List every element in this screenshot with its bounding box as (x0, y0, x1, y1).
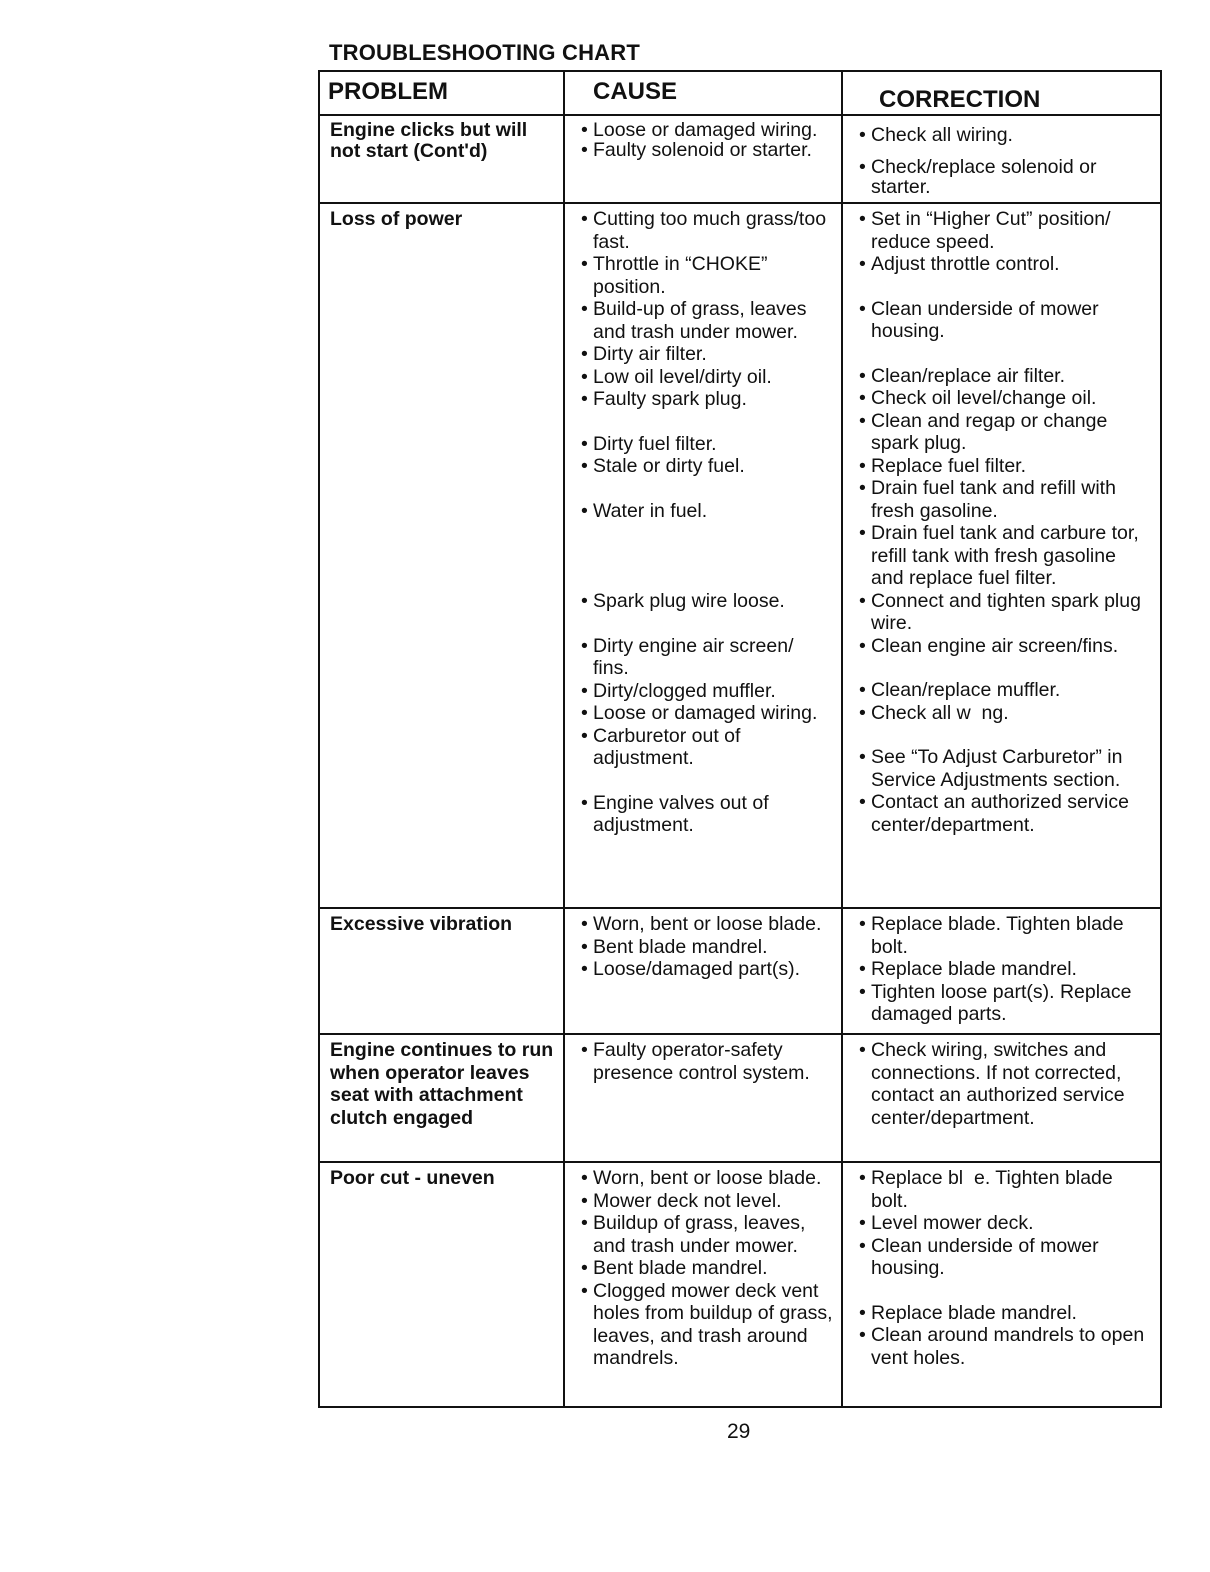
cause-item: • Dirty fuel filter. (575, 433, 833, 456)
correction-item: • Check/replace solenoid or starter. (853, 157, 1152, 197)
correction-item: • Check all w ng. (853, 702, 1152, 725)
correction-item: • Replace bl e. Tighten blade bolt. (853, 1167, 1152, 1212)
chart-title: TROUBLESHOOTING CHART (329, 40, 640, 65)
cause-item: • Clogged mower deck vent holes from buildup of grass, leaves, and trash around mandrels. (575, 1280, 833, 1370)
table-row (320, 116, 1160, 204)
correction-item: • Connect and tighten spark plug wire. (853, 590, 1152, 635)
table-header (320, 72, 1160, 116)
cause-item: • Stale or dirty fuel. (575, 455, 833, 478)
cause-item: • Water in fuel. (575, 500, 833, 523)
correction-item: • Contact an authorized service center/department. (853, 791, 1152, 836)
correction-item: • Drain fuel tank and carbure tor, refill tank with fresh gasoline and replace fuel filter. (853, 522, 1152, 590)
correction-item: • Tighten loose part(s). Replace damaged parts. (853, 981, 1152, 1026)
correction-cell (843, 204, 1160, 907)
correction-item: • Level mower deck. (853, 1212, 1152, 1235)
header-correction: CORRECTION (879, 86, 1041, 113)
correction-item: • Clean around mandrels to open vent holes. (853, 1324, 1152, 1369)
cause-item: • Engine valves out of adjustment. (575, 792, 833, 837)
cause-cell (565, 116, 843, 202)
cause-item: • Faulty spark plug. (575, 388, 833, 411)
cause-cell (565, 1035, 843, 1161)
cause-item: • Throttle in “CHOKE” position. (575, 253, 833, 298)
cause-item: • Mower deck not level. (575, 1190, 833, 1213)
cause-item: • Low oil level/dirty oil. (575, 366, 833, 389)
problem-cell: Poor cut - uneven (320, 1163, 565, 1406)
correction-item: • Drain fuel tank and refill with fresh gasoline. (853, 477, 1152, 522)
correction-item: • Check wiring, switches and connections. If not corrected, contact an authorized service center/department. (853, 1039, 1152, 1129)
correction-item: • Replace blade. Tighten blade bolt. (853, 913, 1152, 958)
cause-item: • Build-up of grass, leaves and trash under mower. (575, 298, 833, 343)
cause-item: • Worn, bent or loose blade. (575, 1167, 833, 1190)
cause-item: • Faulty solenoid or starter. (575, 140, 833, 160)
cause-item: • Worn, bent or loose blade. (575, 913, 833, 936)
cause-item: • Dirty air filter. (575, 343, 833, 366)
table-row (320, 909, 1160, 1035)
correction-cell (843, 1035, 1160, 1161)
correction-item: • Adjust throttle control. (853, 253, 1152, 276)
problem-cell: Engine continues to run when operator leaves seat with attachment clutch engaged (320, 1035, 565, 1161)
cause-item: • Spark plug wire loose. (575, 590, 833, 613)
table-row (320, 1163, 1160, 1406)
correction-item: • Set in “Higher Cut” position/ reduce speed. (853, 208, 1152, 253)
correction-item: • Clean/replace muffler. (853, 679, 1152, 702)
correction-item: • Clean engine air screen/fins. (853, 635, 1152, 658)
correction-item: • Clean underside of mower housing. (853, 1235, 1152, 1280)
correction-item: • Replace fuel filter. (853, 455, 1152, 478)
cause-item: • Bent blade mandrel. (575, 1257, 833, 1280)
cause-item: • Buildup of grass, leaves, and trash under mower. (575, 1212, 833, 1257)
correction-item: • Clean underside of mower housing. (853, 298, 1152, 343)
cause-cell (565, 909, 843, 1033)
correction-item: • See “To Adjust Carburetor” in Service Adjustments section. (853, 746, 1152, 791)
cause-item: • Carburetor out of adjustment. (575, 725, 833, 770)
correction-item: • Replace blade mandrel. (853, 1302, 1152, 1325)
cause-item: • Dirty/clogged muffler. (575, 680, 833, 703)
problem-cell: Loss of power (320, 204, 565, 907)
cause-cell (565, 1163, 843, 1406)
page-number: 29 (727, 1420, 751, 1443)
table-row (320, 204, 1160, 909)
header-cause: CAUSE (565, 72, 843, 114)
correction-item: • Check all wiring. (853, 124, 1152, 147)
cause-item: • Cutting too much grass/too fast. (575, 208, 833, 253)
header-problem: PROBLEM (320, 72, 565, 114)
problem-cell: Engine clicks but will not start (Cont'd) (320, 116, 565, 202)
correction-cell (843, 909, 1160, 1033)
correction-item: • Replace blade mandrel. (853, 958, 1152, 981)
correction-cell (843, 116, 1160, 202)
troubleshooting-table (318, 70, 1162, 1408)
cause-item: • Bent blade mandrel. (575, 936, 833, 959)
problem-cell: Excessive vibration (320, 909, 565, 1033)
cause-item: • Loose or damaged wiring. (575, 702, 833, 725)
cause-item: • Loose/damaged part(s). (575, 958, 833, 981)
table-row (320, 1035, 1160, 1163)
correction-cell (843, 1163, 1160, 1406)
correction-item: • Clean and regap or change spark plug. (853, 410, 1152, 455)
cause-item: • Dirty engine air screen/ fins. (575, 635, 833, 680)
correction-item: • Check oil level/change oil. (853, 387, 1152, 410)
cause-item: • Faulty operator-safety presence control system. (575, 1039, 833, 1084)
correction-item: • Clean/replace air filter. (853, 365, 1152, 388)
cause-cell (565, 204, 843, 907)
cause-item: • Loose or damaged wiring. (575, 120, 833, 140)
